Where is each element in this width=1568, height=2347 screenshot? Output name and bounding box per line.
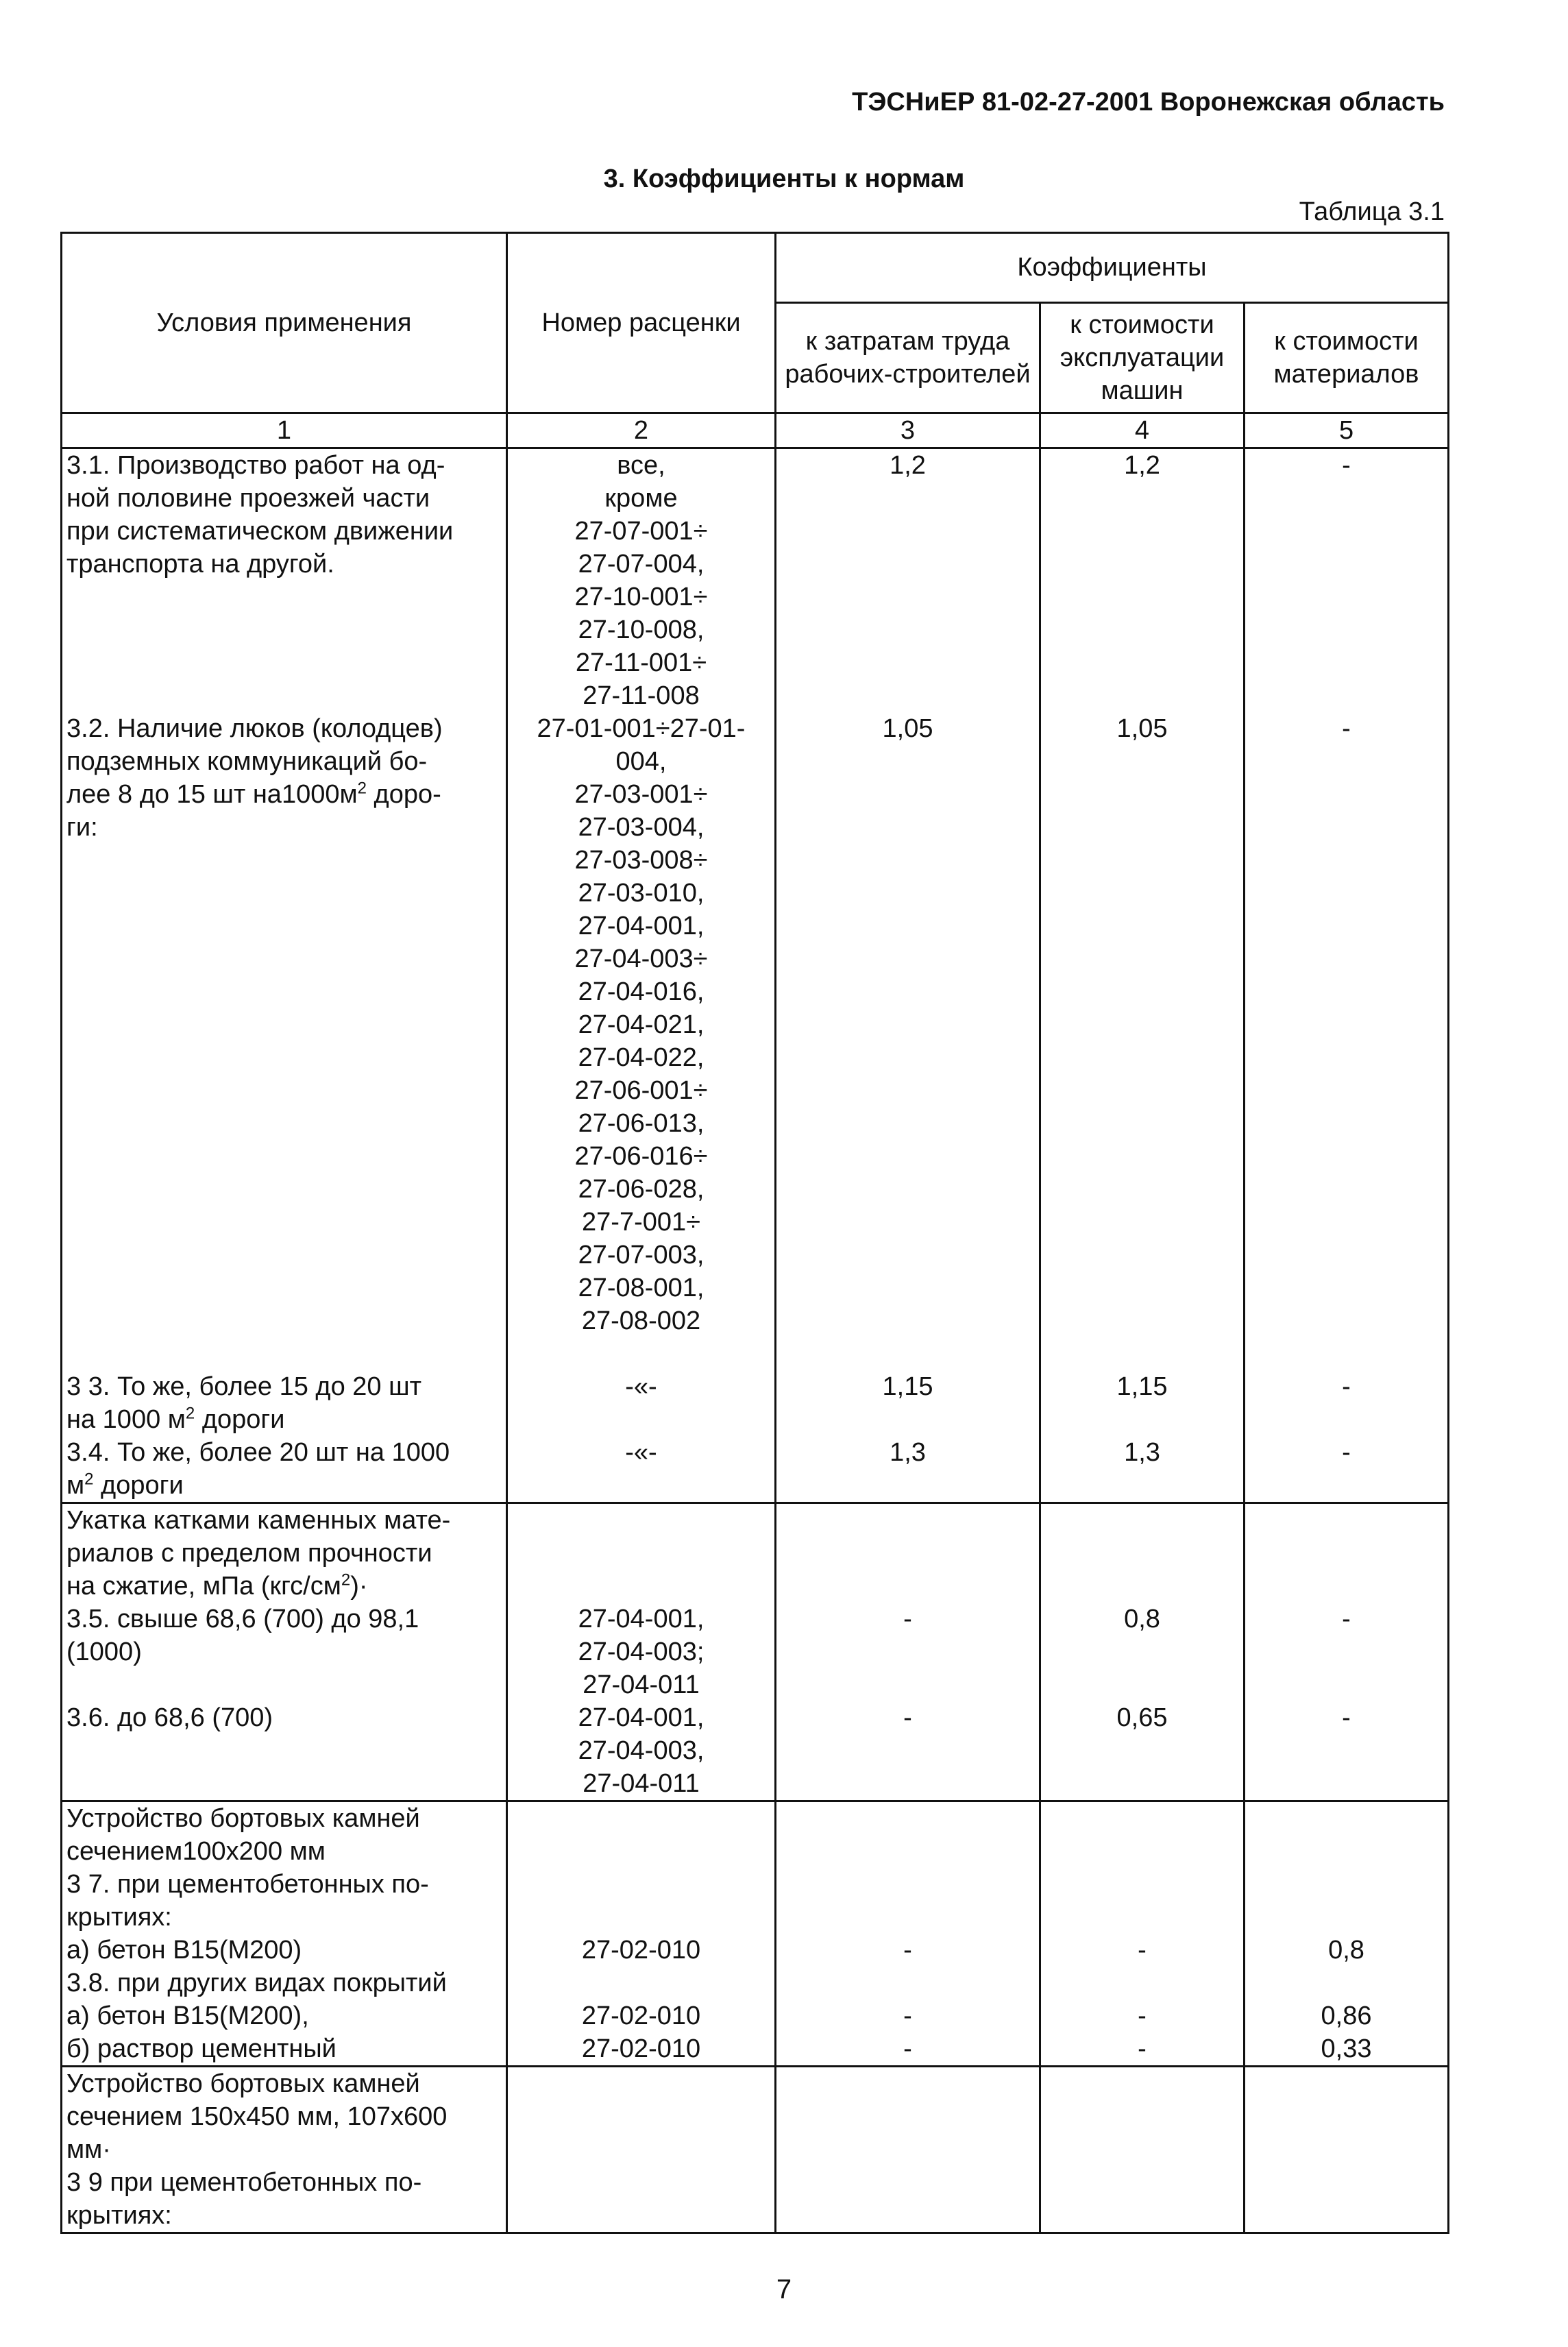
machines-coef-cell: 0,65 xyxy=(1040,1701,1245,1801)
labor-coef-cell: - xyxy=(776,1934,1040,1967)
column-number: 3 xyxy=(776,413,1040,448)
machines-coef-cell: - xyxy=(1040,1934,1245,1967)
column-number: 4 xyxy=(1040,413,1245,448)
header-rate-number: Номер расценки xyxy=(507,233,776,413)
materials-coef-cell: - xyxy=(1245,448,1449,713)
materials-coef-cell xyxy=(1245,2067,1449,2233)
machines-coef-cell xyxy=(1040,1801,1245,1934)
machines-coef-cell: - xyxy=(1040,2032,1245,2067)
rate-number-cell: 27-02-010 xyxy=(507,1934,776,1967)
materials-coef-cell: - xyxy=(1245,712,1449,1370)
condition-cell: Устройство бортовых камней сечением100х200 мм 3 7. при цементобетонных по- крытиях: xyxy=(62,1801,507,1934)
labor-coef-cell xyxy=(776,1801,1040,1934)
rate-number-cell: все, кроме 27-07-001÷ 27-07-004, 27-10-001÷ 27-10-008, 27-11-001÷ 27-11-008 xyxy=(507,448,776,713)
condition-cell: 3.5. свыше 68,6 (700) до 98,1 (1000) xyxy=(62,1603,507,1701)
header-coefficients: Коэффициенты xyxy=(776,233,1449,303)
materials-coef-cell xyxy=(1245,1967,1449,1999)
condition-cell: 3.1. Производство работ на од- ной половине проезжей части при систематическом движении транспорта на другой. xyxy=(62,448,507,713)
table-row xyxy=(62,1801,1449,1934)
labor-coef-cell: - xyxy=(776,1999,1040,2032)
rate-number-cell: 27-04-001, 27-04-003; 27-04-011 xyxy=(507,1603,776,1701)
table-row xyxy=(62,1999,1449,2032)
rate-number-cell: 27-04-001, 27-04-003, 27-04-011 xyxy=(507,1701,776,1801)
labor-coef-cell: - xyxy=(776,1603,1040,1701)
table-row xyxy=(62,1967,1449,1999)
machines-coef-cell xyxy=(1040,1503,1245,1603)
labor-coef-cell xyxy=(776,1503,1040,1603)
labor-coef-cell: - xyxy=(776,1701,1040,1801)
table-row xyxy=(62,1436,1449,1503)
condition-cell: 3.2. Наличие люков (колодцев) подземных коммуникаций бо- лее 8 до 15 шт $на1000м^2$ доро- ги: xyxy=(62,712,507,1370)
rate-number-cell: -«- xyxy=(507,1370,776,1436)
labor-coef-cell xyxy=(776,1967,1040,1999)
page-number: 7 xyxy=(776,2274,792,2305)
column-number: 2 xyxy=(507,413,776,448)
machines-coef-cell: 1,2 xyxy=(1040,448,1245,713)
rate-number-cell xyxy=(507,1801,776,1934)
table-row xyxy=(62,448,1449,713)
document-header: ТЭСНиЕР 81-02-27-2001 Воронежская область xyxy=(852,88,1445,117)
machines-coef-cell: - xyxy=(1040,1999,1245,2032)
table-group-curb-150x450 xyxy=(62,2067,1449,2233)
materials-coef-cell: - xyxy=(1245,1370,1449,1436)
condition-cell: б) раствор цементный xyxy=(62,2032,507,2067)
rate-number-cell: 27-02-010 xyxy=(507,1999,776,2032)
materials-coef-cell: - xyxy=(1245,1701,1449,1801)
machines-coef-cell xyxy=(1040,2067,1245,2233)
labor-coef-cell: 1,3 xyxy=(776,1436,1040,1503)
machines-coef-cell: 1,3 xyxy=(1040,1436,1245,1503)
condition-cell: а) бетон В15(М200), xyxy=(62,1999,507,2032)
condition-cell: 3.4. То же, более 20 шт на 1000 $м^2$ дороги xyxy=(62,1436,507,1503)
materials-coef-cell xyxy=(1245,1801,1449,1934)
table-row xyxy=(62,2032,1449,2067)
rate-number-cell: 27-01-001÷27-01- 004, 27-03-001÷ 27-03-004, 27-03-008÷ 27-03-010, 27-04-001, 27-04-003÷ 27-04-016, 27-04-021, 27-04-022, 27-06-001÷ 27-06-013, 27-06-016÷ 27-06-028, 27-7-001÷ 27-07-003, 27-08-001, 27-08-002 xyxy=(507,712,776,1370)
table-group-rolling xyxy=(62,1503,1449,1801)
table-row xyxy=(62,2067,1449,2233)
materials-coef-cell: 0,8 xyxy=(1245,1934,1449,1967)
condition-cell: а) бетон В15(М200) xyxy=(62,1934,507,1967)
section-title: 3. Коэффициенты к нормам xyxy=(603,165,965,193)
condition-cell: 3 3. То же, более 15 до 20 шт на 1000 $м^2$ дороги xyxy=(62,1370,507,1436)
header-condition: Условия применения xyxy=(62,233,507,413)
header-machines: к стоимости эксплуатации машин xyxy=(1040,302,1245,413)
header-materials: к стоимости материалов xyxy=(1245,302,1449,413)
table-group-traffic xyxy=(62,448,1449,1503)
machines-coef-cell: 1,15 xyxy=(1040,1370,1245,1436)
materials-coef-cell: 0,86 xyxy=(1245,1999,1449,2032)
column-number: 5 xyxy=(1245,413,1449,448)
table-row xyxy=(62,1701,1449,1801)
rate-number-cell: 27-02-010 xyxy=(507,2032,776,2067)
labor-coef-cell: 1,15 xyxy=(776,1370,1040,1436)
condition-cell: 3.6. до 68,6 (700) xyxy=(62,1701,507,1801)
table-row xyxy=(62,1503,1449,1603)
labor-coef-cell xyxy=(776,2067,1040,2233)
labor-coef-cell: 1,2 xyxy=(776,448,1040,713)
table-row xyxy=(62,1370,1449,1436)
materials-coef-cell xyxy=(1245,1503,1449,1603)
machines-coef-cell: 0,8 xyxy=(1040,1603,1245,1701)
column-number: 1 xyxy=(62,413,507,448)
table-row xyxy=(62,1603,1449,1701)
materials-coef-cell: - xyxy=(1245,1603,1449,1701)
header-labor: к затратам труда рабочих-строителей xyxy=(776,302,1040,413)
condition-cell: Устройство бортовых камней сечением 150х450 мм, 107х600 мм· 3 9 при цементобетонных по- крытиях: xyxy=(62,2067,507,2233)
table-group-curb-100x200 xyxy=(62,1801,1449,2067)
rate-number-cell xyxy=(507,1967,776,1999)
machines-coef-cell xyxy=(1040,1967,1245,1999)
table-row xyxy=(62,1934,1449,1967)
condition-cell: Укатка катками каменных мате- риалов с пределом прочности на сжатие, мПа $(кгс/см^2)\cdot$ xyxy=(62,1503,507,1603)
coefficients-table xyxy=(60,232,1449,2234)
rate-number-cell: -«- xyxy=(507,1436,776,1503)
rate-number-cell xyxy=(507,2067,776,2233)
labor-coef-cell: 1,05 xyxy=(776,712,1040,1370)
labor-coef-cell: - xyxy=(776,2032,1040,2067)
machines-coef-cell: 1,05 xyxy=(1040,712,1245,1370)
table-caption: Таблица 3.1 xyxy=(1299,197,1445,226)
condition-cell: 3.8. при других видах покрытий xyxy=(62,1967,507,1999)
materials-coef-cell: 0,33 xyxy=(1245,2032,1449,2067)
table-row xyxy=(62,712,1449,1370)
materials-coef-cell: - xyxy=(1245,1436,1449,1503)
rate-number-cell xyxy=(507,1503,776,1603)
